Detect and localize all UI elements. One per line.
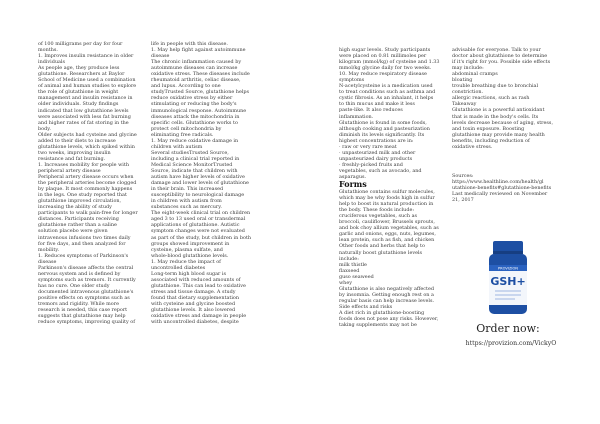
text-line: disease xyxy=(38,258,57,265)
text-line: Older subjects had cysteine and glycine xyxy=(38,131,137,138)
text-line: older individuals. Study findings xyxy=(38,101,119,108)
text-line: two weeks, improving insulin xyxy=(38,149,111,156)
text-line: that is made in the body's cells. Its xyxy=(452,113,539,120)
text-line: of animal and human studies to explore xyxy=(38,83,137,90)
text-line: Peripheral artery disease occurs when xyxy=(38,174,134,181)
text-line: The chronic inflammation caused by xyxy=(151,59,242,66)
text-line: abdominal cramps xyxy=(452,71,498,78)
text-line: to thin mucus and make it less xyxy=(339,101,415,108)
text-line: with uncontrolled diabetes, despite xyxy=(151,319,239,326)
text-line: body. xyxy=(38,125,51,132)
text-line: Source, indicate that children with xyxy=(151,167,238,174)
source-line: https://www.healthline.com/health/gl xyxy=(452,178,544,185)
text-line: stimulating or reducing the body's xyxy=(151,101,237,108)
text-line: Other foods and herbs that help to xyxy=(339,243,425,250)
text-line: Parkinson's disease affects the central xyxy=(38,264,134,271)
text-line: intravenous infusions two times daily xyxy=(38,234,131,241)
text-line: guso seaweed xyxy=(339,273,374,280)
text-line: · unpasteurized milk and other xyxy=(339,149,416,156)
text-line: levels decrease because of aging, stress, xyxy=(452,119,553,126)
text-line: has no cure. One older study xyxy=(38,282,110,289)
text-line: As people age, they produce less xyxy=(38,65,120,72)
text-column-3 xyxy=(339,47,451,328)
text-line: milk thistle xyxy=(339,261,367,268)
text-line: life in people with this disease. xyxy=(151,41,228,47)
text-line: Glutathione is found in some foods, xyxy=(339,119,427,126)
text-line: indicated that low glutathione levels xyxy=(38,107,129,114)
text-line: oxidative stress. xyxy=(452,143,493,150)
text-line: were associated with less fat burning xyxy=(38,113,131,120)
text-line: regular basis can help increase levels. xyxy=(339,297,435,304)
text-line: 1. May reduce oxidative damage in xyxy=(151,137,239,144)
text-line: constriction. xyxy=(452,89,484,96)
text-line: kilogram (mmol/kg) of cysteine and 1.33 xyxy=(339,59,440,66)
text-line: doctor about glutathione to determine xyxy=(452,53,548,60)
text-line: high sugar levels. Study participants xyxy=(339,47,431,53)
text-line: cruciferous vegetables, such as xyxy=(339,213,418,220)
text-line: Takeaway xyxy=(452,101,477,108)
text-line: although cooking and pasteurization xyxy=(339,125,430,132)
text-line: Medical Science MonitorTrusted xyxy=(151,161,233,168)
text-line: and bok choy allium vegetables, such as xyxy=(339,225,439,232)
text-line: naturally boost glutathione levels xyxy=(339,249,423,256)
text-line: inflammation. xyxy=(339,113,374,120)
text-line: 1. Increases mobility for people with xyxy=(38,161,129,168)
order-now-label: Order now: xyxy=(476,322,540,335)
text-line: for five days, and then analyzed for xyxy=(38,240,126,247)
text-line: oxidative stress and damage in people xyxy=(151,313,247,320)
text-line: stress and tissue damage. A study xyxy=(151,288,236,295)
text-line: were placed on 0.81 millimoles per xyxy=(339,53,427,60)
text-line: glutathione rather than a saline xyxy=(38,222,117,229)
text-line: lean protein, such as fish, and chicken xyxy=(339,237,435,244)
text-line: N-acetylcysteine is a medication used xyxy=(339,83,433,90)
text-line: as part of the study, but children in both xyxy=(151,234,252,241)
text-line: A diet rich in glutathione-boosting xyxy=(339,309,425,316)
text-line: whey xyxy=(339,279,352,286)
text-column-1 xyxy=(38,41,144,325)
text-line: management and insulin resistance in xyxy=(38,95,133,102)
text-line: and toxin exposure. Boosting xyxy=(452,125,525,132)
text-line: may include: xyxy=(452,65,484,72)
text-line: foods does not pose any risks. However, xyxy=(339,316,439,323)
text-line: Glutathione is a powerful antioxidant xyxy=(452,107,545,114)
text-line: symptoms xyxy=(339,77,365,84)
text-line: applications of glutathione. Autistic xyxy=(151,222,240,229)
text-line: flaxseed xyxy=(339,267,360,274)
text-line: studyTrusted Source, glutathione helps xyxy=(151,89,250,96)
text-line: the role of glutathione in weight xyxy=(38,89,119,96)
text-line: the peripheral arteries become clogged xyxy=(38,180,137,187)
text-line: Glutathione is also negatively affected xyxy=(339,285,435,292)
text-line: glutathione may provide many health xyxy=(452,131,545,138)
text-line: with cysteine and glycine boosted xyxy=(151,301,236,308)
text-line: 1. May help fight against autoimmune xyxy=(151,47,246,54)
bottle-brand: PROVIZION xyxy=(498,266,518,271)
text-line: Glutathione contains sulfur molecules, xyxy=(339,189,435,196)
text-line: asparagus. xyxy=(339,173,367,180)
text-line: benefits, including reduction of xyxy=(452,137,530,144)
text-line: positive effects on symptoms such as xyxy=(38,294,130,301)
text-line: which may be why foods high in sulfur xyxy=(339,195,435,202)
text-line: research is needed, this case report xyxy=(38,307,128,314)
text-line: 1. May reduce the impact of xyxy=(151,258,221,265)
text-line: nervous system and is defined by xyxy=(38,270,121,277)
text-line: if it's right for you. Possible side effects xyxy=(452,59,551,66)
text-column-4 xyxy=(452,47,564,203)
source-line: 21, 2017 xyxy=(452,196,474,203)
sources-block xyxy=(452,173,564,203)
text-line: vegetables, such as avocado, and xyxy=(339,167,422,174)
text-line: trouble breathing due to bronchial xyxy=(452,83,539,90)
text-line: highest concentrations are in: xyxy=(339,137,414,144)
text-line: documented intravenous glutathione's xyxy=(38,288,134,295)
text-line: 1. Reduces symptoms of Parkinson's xyxy=(38,252,129,259)
text-line: garlic and onions, eggs, nuts, legumes, xyxy=(339,231,436,238)
text-line: reduce symptoms, improving quality of xyxy=(38,319,136,326)
text-line: and higher rates of fat storing in the xyxy=(38,119,129,126)
text-line: immunological response. Autoimmune xyxy=(151,107,247,114)
text-line: allergic reactions, such as rash xyxy=(452,95,530,102)
text-line: include: xyxy=(339,255,359,262)
text-line: aged 3 to 13 used oral or transdermal xyxy=(151,216,246,223)
source-line: utathione-benefits#glutathione-benefits xyxy=(452,184,552,191)
text-line: specific cells. Glutathione works to xyxy=(151,119,238,126)
text-line: autoimmune diseases can increase xyxy=(151,65,238,72)
order-link[interactable]: https://provizion.com/VickyO xyxy=(465,340,557,347)
text-line: the body. These foods include: xyxy=(339,207,414,214)
source-line: Last medically reviewed on November xyxy=(452,190,548,197)
text-line: 1. Improves insulin resistance in older xyxy=(38,53,134,60)
source-line: Sources: xyxy=(452,172,474,179)
text-line: mmol/kg glycine daily for two weeks. xyxy=(339,65,432,72)
text-line: groups showed improvement in xyxy=(151,240,230,247)
text-line: oxidative stress. These diseases include xyxy=(151,71,250,78)
text-line: glutathione improved circulation, xyxy=(38,198,122,205)
text-line: substances such as mercury. xyxy=(151,204,222,211)
text-line: mobility. xyxy=(38,246,60,253)
text-line: susceptibility to neurological damage xyxy=(151,192,245,199)
text-line: including a clinical trial reported in xyxy=(151,155,240,162)
text-line: to treat conditions such as asthma and xyxy=(339,89,436,96)
text-line: Side effects and risks xyxy=(339,303,393,310)
text-line: solution placebo were given xyxy=(38,228,108,235)
text-line: taking supplements may not be xyxy=(339,322,417,329)
text-line: protect cell mitochondria by xyxy=(151,125,222,132)
text-line: associated with reduced amounts of xyxy=(151,276,241,283)
text-line: in their brain. This increased xyxy=(151,186,224,193)
text-line: Several studiesTrusted Source, xyxy=(151,149,229,156)
text-line: and lupus. According to one xyxy=(151,83,221,90)
text-line: peripheral artery disease xyxy=(38,167,101,174)
text-line: rheumatoid arthritis, celiac disease, xyxy=(151,77,241,84)
text-line: whole-blood glutathione levels. xyxy=(151,252,229,259)
text-line: of 100 milligrams per day for four xyxy=(38,41,123,47)
text-column-2 xyxy=(151,41,261,325)
text-line: distances. Participants receiving xyxy=(38,216,119,223)
text-line: months. xyxy=(38,47,58,54)
text-line: participants to walk pain-free for longer xyxy=(38,210,138,217)
text-line: glutathione levels. It also lowered xyxy=(151,307,236,314)
text-line: uncontrolled diabetes xyxy=(151,264,206,271)
text-line: · freshly-picked fruits and xyxy=(339,161,403,168)
text-line: · raw or very rare meat xyxy=(339,143,397,150)
bottle-product-name: GSH+ xyxy=(490,275,526,288)
text-line: by plaque. It most commonly happens xyxy=(38,186,133,193)
text-line: autism have higher levels of oxidative xyxy=(151,174,245,181)
text-line: glutathione levels, which spiked within xyxy=(38,143,135,150)
text-line: help to boost its natural production in xyxy=(339,201,434,208)
text-line: The eight-week clinical trial on children xyxy=(151,210,251,217)
text-line: in the legs. One study reported that xyxy=(38,192,127,199)
text-line: unpasteurized dairy products xyxy=(339,155,413,162)
product-bottle-image xyxy=(484,241,532,315)
text-line: suggests that glutathione may help xyxy=(38,313,126,320)
text-line: damage and lower levels of glutathione xyxy=(151,180,249,187)
text-line: added to their diets to increase xyxy=(38,137,116,144)
text-line: paste-like. It also reduces xyxy=(339,107,403,114)
text-line: eliminating free radicals. xyxy=(151,131,214,138)
text-line: reduce oxidative stress by either xyxy=(151,95,233,102)
text-line: diminish its levels significantly. Its xyxy=(339,131,425,138)
text-line: diseases attack the mitochondria in xyxy=(151,113,240,120)
text-line: cystic fibrosis. As an inhalant, it helps xyxy=(339,95,434,102)
text-line: resistance and fat burning. xyxy=(38,155,106,162)
text-line: individuals xyxy=(38,59,66,66)
text-line: advisable for everyone. Talk to your xyxy=(452,47,541,53)
text-line: found that dietary supplementation xyxy=(151,294,239,301)
text-line: bloating xyxy=(452,77,473,84)
text-line: 10. May reduce respiratory disease xyxy=(339,71,427,78)
text-line: glutathione. This can lead to oxidative xyxy=(151,282,246,289)
text-line: symptom changes were not evaluated xyxy=(151,228,245,235)
text-line: Long-term high blood sugar is xyxy=(151,270,227,277)
text-line: in children with autism from xyxy=(151,198,222,205)
text-line: symptoms such as tremors. It currently xyxy=(38,276,136,283)
text-line: by insomnia. Getting enough rest on a xyxy=(339,291,434,298)
text-line: School of Medicine used a combination xyxy=(38,77,136,84)
text-line: cysteine, plasma sulfate, and xyxy=(151,246,223,253)
text-line: broccoli, cauliflower, Brussels sprouts, xyxy=(339,219,435,226)
forms-heading: Forms xyxy=(339,179,367,190)
text-line: glutathione. Researchers at Baylor xyxy=(38,71,125,78)
text-line: tremors and rigidity. While more xyxy=(38,301,119,308)
text-line: disease xyxy=(151,53,170,60)
text-line: increasing the ability of study xyxy=(38,204,112,211)
text-line: children with autism xyxy=(151,143,203,150)
